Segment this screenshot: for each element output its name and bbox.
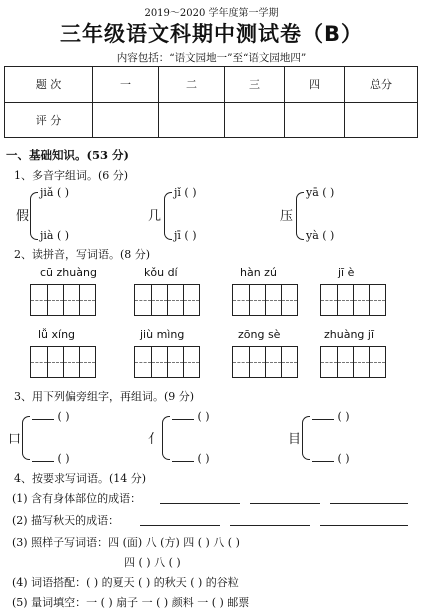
q3-blank[interactable]: ( )	[32, 452, 70, 465]
q4-title: 4、按要求写词语。(14 分)	[14, 472, 147, 485]
q2-pinyin: kǒu dí	[144, 266, 178, 279]
q1-pinyin-blank[interactable]: jǐ ( )	[174, 186, 197, 199]
score-input-cell[interactable]	[225, 102, 285, 138]
q2-pinyin: cū zhuàng	[40, 266, 97, 279]
brace-icon	[162, 416, 170, 460]
score-header-cell: 二	[159, 67, 225, 103]
brace-icon	[30, 192, 38, 240]
score-header-cell: 题 次	[5, 67, 93, 103]
score-row-label: 评 分	[5, 102, 93, 138]
q1-char-ya: 压	[280, 209, 294, 224]
answer-line[interactable]	[320, 525, 408, 526]
q2-writing-grid[interactable]	[320, 346, 386, 378]
q2-writing-grid[interactable]	[134, 284, 200, 316]
brace-icon	[164, 192, 172, 240]
q2-pinyin: zōng sè	[238, 328, 281, 341]
q1-pinyin-blank[interactable]: yā ( )	[306, 186, 335, 199]
score-input-cell[interactable]	[285, 102, 345, 138]
score-header-cell: 四	[285, 67, 345, 103]
q3-blank[interactable]: ( )	[312, 410, 350, 423]
brace-icon	[302, 416, 310, 460]
score-input-cell[interactable]	[93, 102, 159, 138]
answer-line[interactable]	[230, 525, 310, 526]
score-input-cell[interactable]	[159, 102, 225, 138]
score-table	[4, 66, 418, 138]
q1-pinyin-blank[interactable]: jiǎ ( )	[40, 186, 70, 199]
score-header-cell: 三	[225, 67, 285, 103]
q2-pinyin: lǚ xíng	[38, 328, 76, 341]
score-header-cell: 总分	[345, 67, 418, 103]
answer-line[interactable]	[250, 503, 320, 504]
q3-radical: 目	[288, 432, 302, 447]
section-1-title: 一、基础知识。(53 分)	[6, 148, 129, 162]
answer-line[interactable]	[330, 503, 408, 504]
q3-radical: 亻	[148, 432, 162, 447]
answer-line[interactable]	[140, 525, 220, 526]
q1-pinyin-blank[interactable]: yà ( )	[306, 229, 335, 242]
answer-line[interactable]	[160, 503, 240, 504]
q2-pinyin: jī è	[338, 266, 355, 279]
exam-title: 三年级语文科期中测试卷（B）	[59, 22, 363, 46]
brace-icon	[22, 416, 30, 460]
q2-writing-grid[interactable]	[232, 346, 298, 378]
q4-item-4: (4) 词语搭配：( ) 的夏天 ( ) 的秋天 ( ) 的谷粒	[12, 576, 239, 589]
score-input-cell[interactable]	[345, 102, 418, 138]
q3-blank[interactable]: ( )	[172, 452, 210, 465]
q3-blank[interactable]: ( )	[172, 410, 210, 423]
q4-item-5: (5) 量词填空：一 ( ) 扇子 一 ( ) 颜料 一 ( ) 邮票	[12, 596, 250, 609]
q2-pinyin: hàn zú	[240, 266, 277, 279]
school-year: 2019～2020 学年度第一学期	[144, 8, 279, 19]
q1-title: 1、多音字组词。(6 分)	[14, 169, 129, 182]
q4-item-1: (1) 含有身体部位的成语：	[12, 492, 142, 505]
q4-item-3: (3) 照样子写词语：四 (面) 八 (方) 四 ( ) 八 ( )	[12, 536, 240, 549]
q2-writing-grid[interactable]	[320, 284, 386, 316]
q4-item-3b: 四 ( ) 八 ( )	[124, 556, 181, 569]
q2-writing-grid[interactable]	[134, 346, 200, 378]
q4-item-2: (2) 描写秋天的成语：	[12, 514, 120, 527]
q1-pinyin-blank[interactable]: jī ( )	[174, 229, 197, 242]
q1-pinyin-blank[interactable]: jià ( )	[40, 229, 70, 242]
q3-title: 3、用下列偏旁组字，再组词。(9 分)	[14, 390, 195, 403]
q1-char-ji: 几	[148, 209, 162, 224]
q3-blank[interactable]: ( )	[312, 452, 350, 465]
q2-writing-grid[interactable]	[30, 284, 96, 316]
q2-writing-grid[interactable]	[232, 284, 298, 316]
q2-pinyin: jiù mìng	[140, 328, 185, 341]
brace-icon	[296, 192, 304, 240]
q2-title: 2、读拼音，写词语。(8 分)	[14, 248, 151, 261]
q2-writing-grid[interactable]	[30, 346, 96, 378]
score-header-cell: 一	[93, 67, 159, 103]
q1-char-jia: 假	[16, 209, 30, 224]
score-table-score-row	[5, 102, 418, 138]
exam-scope: 内容包括：“语文园地一”至“语文园地四”	[116, 52, 307, 64]
q3-radical: 口	[8, 432, 22, 447]
score-table-header-row	[5, 67, 418, 103]
q2-pinyin: zhuàng jī	[324, 328, 375, 341]
q3-blank[interactable]: ( )	[32, 410, 70, 423]
